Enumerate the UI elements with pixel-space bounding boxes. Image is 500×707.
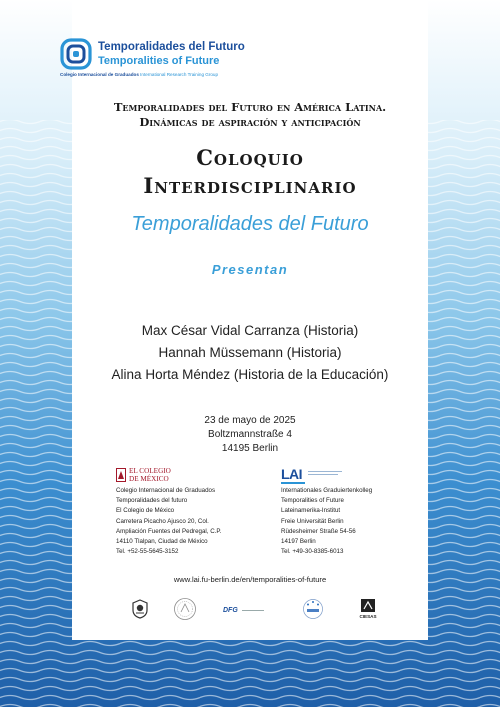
address-line: Internationales Graduiertenkolleg xyxy=(281,487,373,494)
university-seal-icon xyxy=(173,597,197,621)
address-line: El Colegio de México xyxy=(116,507,175,515)
presenter-list xyxy=(0,320,500,386)
address-line: 14197 Berlin xyxy=(281,538,316,546)
project-title-line2: Dinámicas de aspiración y anticipación xyxy=(139,115,361,129)
address-line: Tel. +52-55-5645-3152 xyxy=(116,548,179,556)
presenter-name: Alina Horta Méndez (Historia de la Educación) xyxy=(111,367,389,382)
logo-line-bold: Colegio Internacional de Graduados xyxy=(60,72,139,77)
lai-logo xyxy=(281,467,431,487)
presenter-name: Hannah Müssemann (Historia) xyxy=(158,345,342,360)
lai-logo-text: LAI xyxy=(281,466,303,482)
sponsor-row xyxy=(125,597,385,627)
address-line: Temporalities of Future xyxy=(281,497,344,505)
event-city: 14195 Berlin xyxy=(221,443,279,454)
lai-logo-underline xyxy=(281,482,305,484)
logo-subtitle: Temporalities of Future xyxy=(98,55,220,67)
event-date: 23 de mayo de 2025 xyxy=(204,415,296,426)
colmex-block xyxy=(116,467,266,557)
address-line: Tel. +49-30-8385-6013 xyxy=(281,548,344,556)
event-title-line1: Coloquio xyxy=(196,145,304,170)
temporalities-logo-icon xyxy=(60,38,92,70)
address-line: Rüdesheimer Straße 54-56 xyxy=(281,527,356,535)
header-logo xyxy=(60,38,300,82)
eu-stars-seal-icon xyxy=(301,598,325,620)
event-subtitle: Temporalidades del Futuro xyxy=(131,213,369,235)
colmex-emblem-icon xyxy=(116,468,126,482)
dfg-label: DFG xyxy=(223,607,238,614)
presenting-label: Presentan xyxy=(211,262,289,277)
lai-logo-tagline-icon xyxy=(308,471,342,472)
unam-seal-icon xyxy=(131,599,149,619)
logo-title: Temporalidades del Futuro xyxy=(98,41,245,53)
event-title-line2: Interdisciplinario xyxy=(143,173,357,198)
address-line: 14110 Tlalpan, Ciudad de México xyxy=(116,538,208,546)
lai-logo-tagline-icon xyxy=(308,474,338,475)
website-link[interactable]: www.lai.fu-berlin.de/en/temporalities-of-future xyxy=(173,575,327,584)
ciesas-logo xyxy=(359,598,377,619)
event-details xyxy=(0,414,500,456)
address-line: Freie Universität Berlin xyxy=(281,517,344,525)
logo-line-light: International Research Training Group xyxy=(140,72,219,77)
address-line: Ampliación Fuentes del Pedregal, C.P. xyxy=(116,527,222,535)
colmex-address xyxy=(116,486,266,557)
logo-line xyxy=(60,72,218,77)
event-street: Boltzmannstraße 4 xyxy=(208,429,292,440)
address-line: Lateinamerika-Institut xyxy=(281,507,341,515)
lai-block xyxy=(281,467,431,557)
dfg-tagline-icon xyxy=(242,610,264,611)
lai-address xyxy=(281,486,431,557)
address-line: Colegio Internacional de Graduados xyxy=(116,487,216,494)
address-line: Temporalidades del futuro xyxy=(116,497,188,505)
dfg-logo xyxy=(223,607,264,614)
colmex-logo xyxy=(116,467,266,487)
ciesas-emblem-icon xyxy=(360,598,376,613)
colmex-logo-line2: DE MÉXICO xyxy=(129,475,169,483)
presenter-name: Max César Vidal Carranza (Historia) xyxy=(141,323,359,338)
project-title-line1: Temporalidades del Futuro en América Latina. xyxy=(113,100,387,114)
ciesas-label: CIESAS xyxy=(359,614,377,619)
colmex-logo-line1: EL COLEGIO xyxy=(129,467,171,475)
address-line: Carretera Picacho Ajusco 20, Col. xyxy=(116,517,209,525)
